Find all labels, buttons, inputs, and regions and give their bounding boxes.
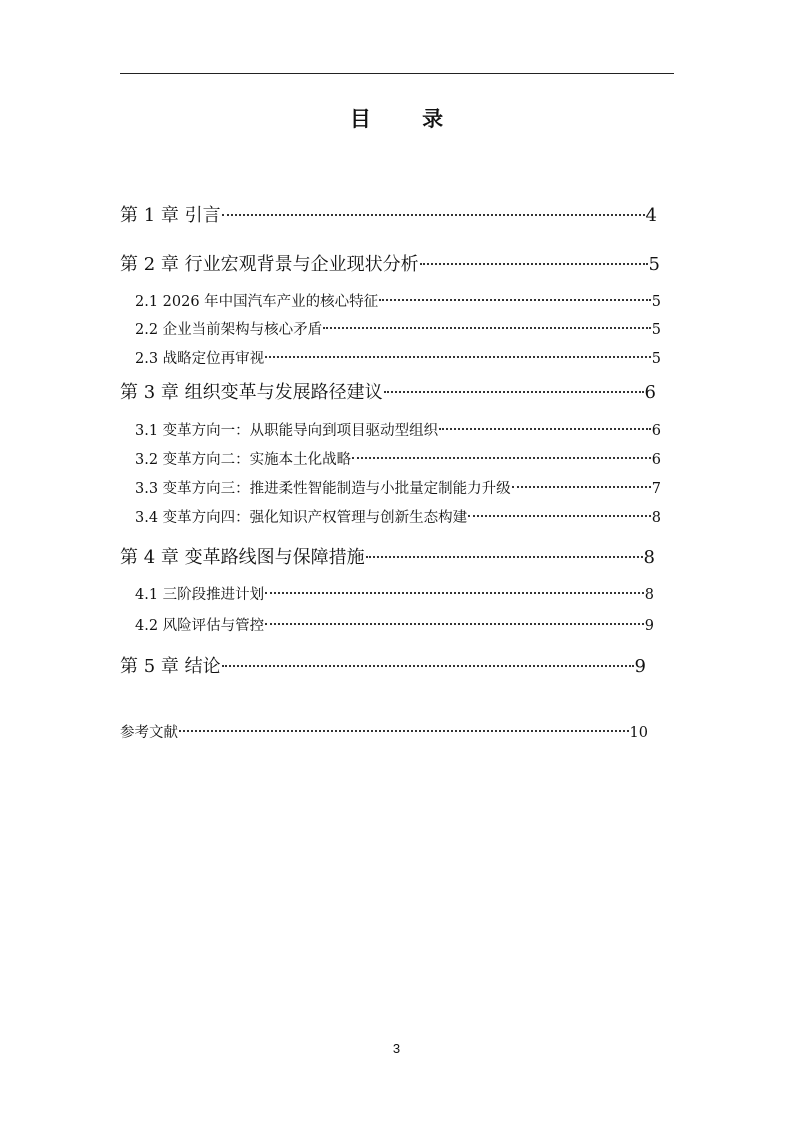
toc-entry-section-3-2[interactable] xyxy=(135,448,661,469)
toc-entry-section-2-1[interactable] xyxy=(135,290,661,311)
toc-entry-chapter-2[interactable] xyxy=(120,250,660,276)
dot-leader xyxy=(265,621,644,625)
toc-entry-label: 2.3 战略定位再审视 xyxy=(135,351,265,367)
toc-entry-page: 7 xyxy=(651,481,661,497)
toc-entry-label: 3.4 变革方向四：强化知识产权管理与创新生态构建 xyxy=(135,510,468,526)
toc-entry-label: 3.1 变革方向一：从职能导向到项目驱动型组织 xyxy=(135,423,439,439)
toc-entry-section-3-3[interactable] xyxy=(135,477,661,498)
toc-entry-page: 4 xyxy=(645,205,657,226)
toc-entry-page: 5 xyxy=(651,351,661,367)
toc-entry-label: 4.2 风险评估与管控 xyxy=(135,618,265,634)
dot-leader xyxy=(384,389,644,393)
toc-entry-section-3-1[interactable] xyxy=(135,419,661,440)
toc-entry-label: 2.1 2026 年中国汽车产业的核心特征 xyxy=(135,294,379,310)
toc-entry-label: 第 1 章 引言 xyxy=(120,205,221,226)
toc-entry-chapter-5[interactable] xyxy=(120,652,646,678)
dot-leader xyxy=(468,513,651,517)
toc-entry-page: 9 xyxy=(644,618,654,634)
dot-leader xyxy=(366,554,643,558)
dot-leader xyxy=(439,426,651,430)
toc-entry-label: 第 3 章 组织变革与发展路径建议 xyxy=(120,382,383,403)
toc-entry-label: 第 2 章 行业宏观背景与企业现状分析 xyxy=(120,254,419,275)
toc-entry-references[interactable] xyxy=(120,721,648,742)
toc-entry-page: 8 xyxy=(651,510,661,526)
dot-leader xyxy=(179,728,629,732)
page-number: 3 xyxy=(392,1041,401,1056)
header-rule xyxy=(120,73,674,74)
dot-leader xyxy=(420,261,648,265)
toc-entry-chapter-1[interactable] xyxy=(120,201,657,227)
toc-entry-section-3-4[interactable] xyxy=(135,506,661,527)
toc-entry-page: 8 xyxy=(643,547,655,568)
toc-entry-page: 5 xyxy=(648,254,660,275)
toc-entry-section-4-2[interactable] xyxy=(135,614,654,635)
toc-entry-label: 第 5 章 结论 xyxy=(120,656,221,677)
dot-leader xyxy=(265,590,644,594)
toc-entry-chapter-3[interactable] xyxy=(120,378,656,404)
toc-title: 目 录 xyxy=(349,107,466,131)
toc-entry-section-2-3[interactable] xyxy=(135,347,661,368)
toc-entry-label: 参考文献 xyxy=(120,725,178,741)
toc-entry-label: 4.1 三阶段推进计划 xyxy=(135,587,265,603)
toc-entry-page: 9 xyxy=(634,656,646,677)
toc-entry-label: 3.3 变革方向三：推进柔性智能制造与小批量定制能力升级 xyxy=(135,481,511,497)
toc-entry-section-4-1[interactable] xyxy=(135,583,654,604)
toc-entry-page: 6 xyxy=(644,382,656,403)
dot-leader xyxy=(379,297,651,301)
toc-entry-page: 6 xyxy=(651,452,661,468)
dot-leader xyxy=(222,663,634,667)
dot-leader xyxy=(352,455,651,459)
toc-entry-page: 8 xyxy=(644,587,654,603)
toc-entry-chapter-4[interactable] xyxy=(120,543,655,569)
toc-entry-label: 2.2 企业当前架构与核心矛盾 xyxy=(135,322,323,338)
toc-entry-page: 5 xyxy=(651,294,661,310)
toc-entry-page: 10 xyxy=(629,725,648,741)
dot-leader xyxy=(512,484,651,488)
toc-entry-page: 6 xyxy=(651,423,661,439)
toc-entry-label: 3.2 变革方向二：实施本土化战略 xyxy=(135,452,352,468)
dot-leader xyxy=(265,354,651,358)
dot-leader xyxy=(323,325,651,329)
dot-leader xyxy=(222,212,645,216)
toc-entry-section-2-2[interactable] xyxy=(135,318,661,339)
toc-entry-label: 第 4 章 变革路线图与保障措施 xyxy=(120,547,365,568)
toc-entry-page: 5 xyxy=(651,322,661,338)
